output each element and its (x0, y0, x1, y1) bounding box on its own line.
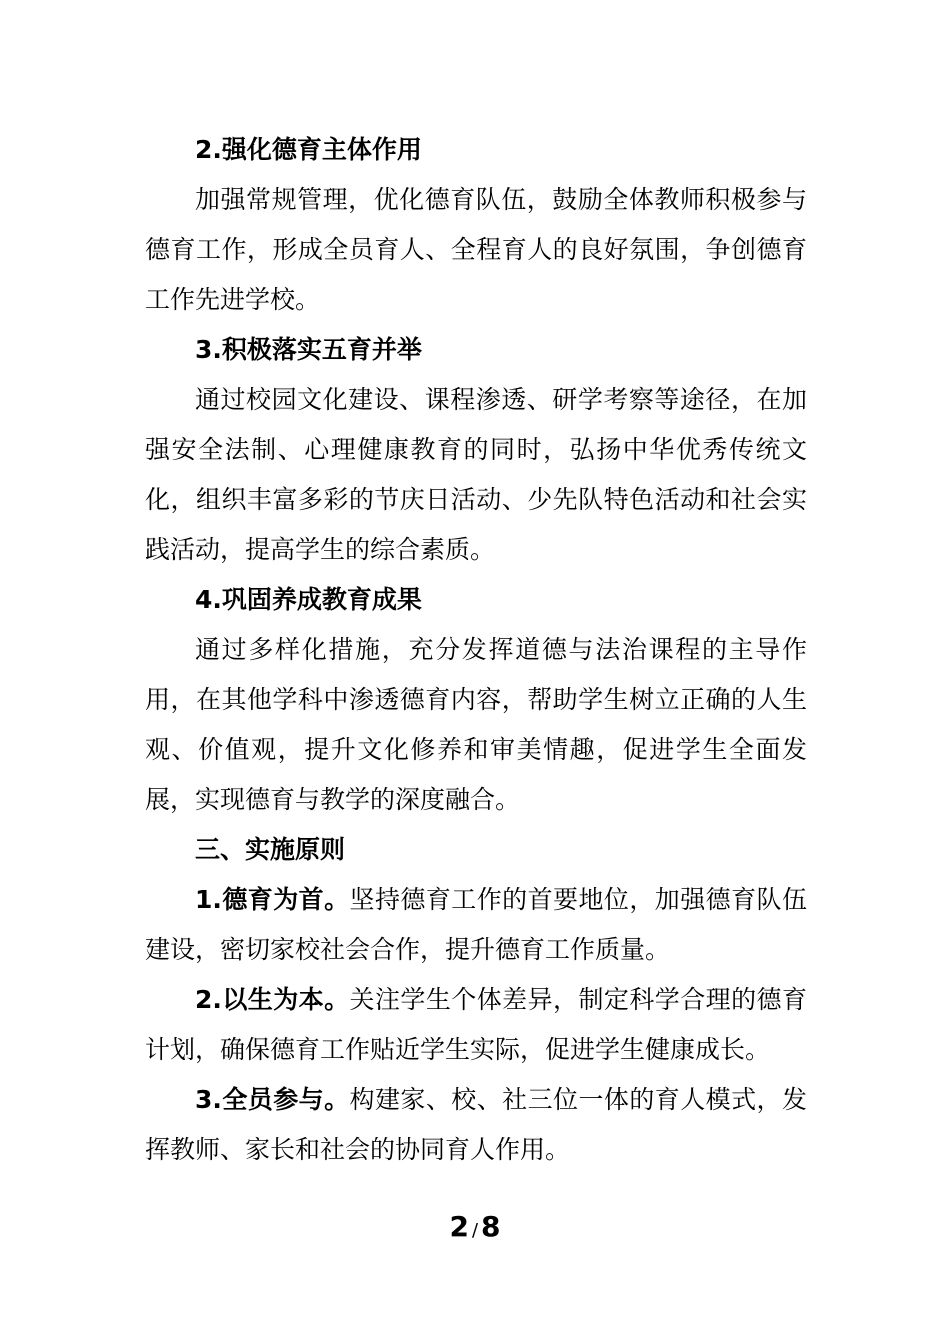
principle-lead: 1.德育为首。 (195, 885, 350, 914)
section-heading: 3.积极落实五育并举 (195, 335, 422, 364)
page-content (145, 125, 807, 1175)
section-paragraph: 加强常规管理，优化德育队伍，鼓励全体教师积极参与德育工作，形成全员育人、全程育人的良好氛围，争创德育工作先进学校。 (145, 185, 807, 314)
total-pages-number: 8 (481, 1210, 501, 1243)
principle-text: 构建家、校、社三位一体的育人模式，发挥教师、家长和社会的协同育人作用。 (145, 1085, 807, 1164)
section-paragraph: 通过校园文化建设、课程渗透、研学考察等途径，在加强安全法制、心理健康教育的同时，弘扬中华优秀传统文化，组织丰富多彩的节庆日活动、少先队特色活动和社会实践活动，提高学生的综合素质。 (145, 385, 807, 564)
principle-text: 坚持德育工作的首要地位，加强德育队伍建设，密切家校社会合作，提升德育工作质量。 (145, 885, 807, 964)
principles-heading: 三、实施原则 (195, 835, 346, 864)
section-heading: 2.强化德育主体作用 (195, 135, 422, 164)
page-separator: / (471, 1220, 479, 1241)
principle-paragraph (145, 1075, 807, 1175)
principle-lead: 3.全员参与。 (195, 1085, 350, 1114)
principle-paragraph (145, 975, 807, 1075)
section-paragraph: 通过多样化措施，充分发挥道德与法治课程的主导作用，在其他学科中渗透德育内容，帮助学生树立正确的人生观、价值观，提升文化修养和审美情趣，促进学生全面发展，实现德育与教学的深度融合。 (145, 635, 807, 814)
page-number (0, 1204, 950, 1254)
current-page-number: 2 (449, 1210, 469, 1243)
section-heading: 4.巩固养成教育成果 (195, 585, 422, 614)
principle-paragraph (145, 875, 807, 975)
principle-text: 关注学生个体差异，制定科学合理的德育计划，确保德育工作贴近学生实际，促进学生健康成长。 (145, 985, 807, 1064)
principle-lead: 2.以生为本。 (195, 985, 350, 1014)
